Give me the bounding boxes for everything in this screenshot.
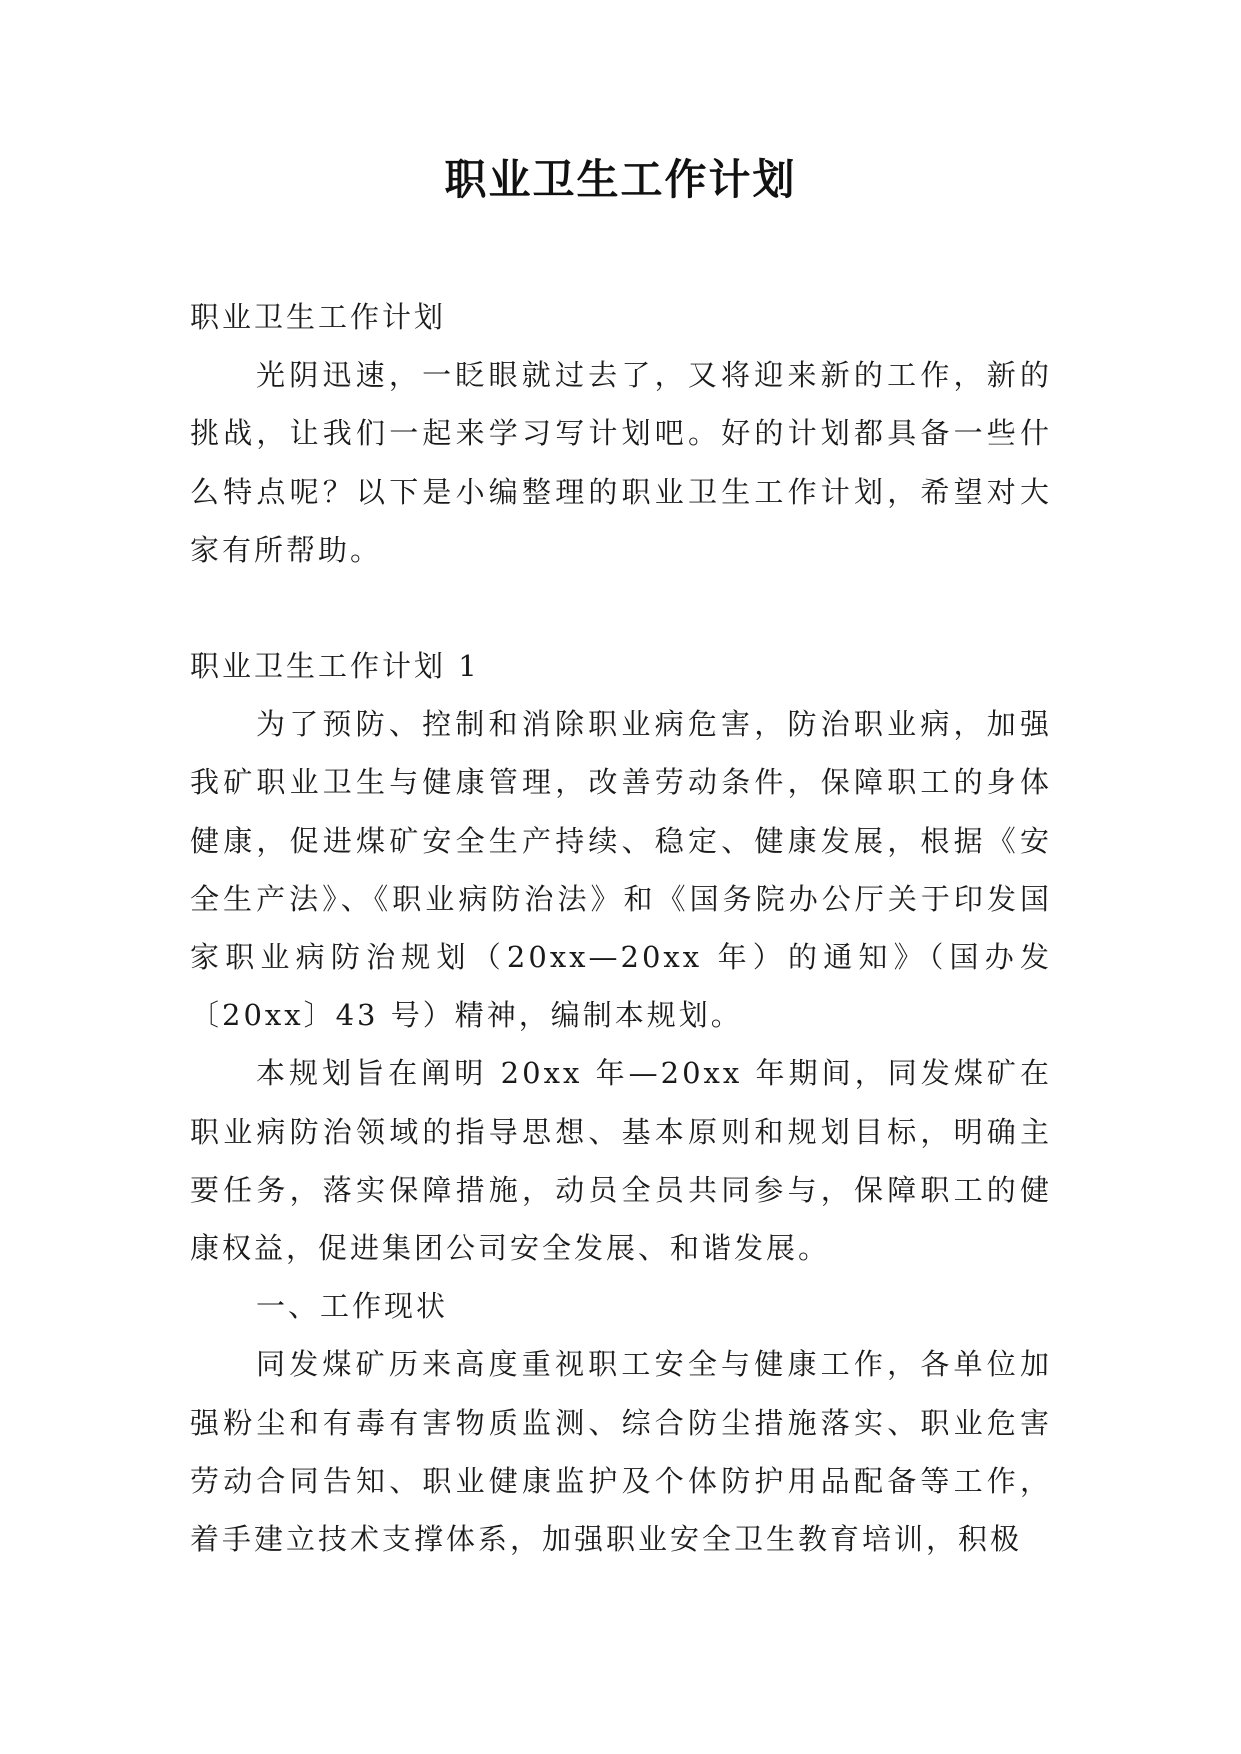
paragraph-2: 本规划旨在阐明 20xx 年—20xx 年期间，同发煤矿在职业病防治领域的指导思想、基本原则和规划目标，明确主要任务，落实保障措施，动员全员共同参与，保障职工的健康权益，促进集团公司安全发展、和谐发展。 [190, 1056, 1052, 1266]
subheading-work-status: 一、工作现状 [256, 1289, 449, 1324]
document-title: 职业卫生工作计划 [444, 155, 797, 204]
paragraph-1: 为了预防、控制和消除职业病危害，防治职业病，加强我矿职业卫生与健康管理，改善劳动条件，保障职工的身体健康，促进煤矿安全生产持续、稳定、健康发展，根据《安全生产法》、《职业病防治法》和《国务院办公厅关于印发国家职业病防治规划（20xx—20xx 年）的通知》（国办发〔20xx〕43 号）精神，编制本规划。 [190, 707, 1052, 1033]
paragraph-3: 同发煤矿历来高度重视职工安全与健康工作，各单位加强粉尘和有毒有害物质监测、综合防尘措施落实、职业危害劳动合同告知、职业健康监护及个体防护用品配备等工作，着手建立技术支撑体系，加强职业安全卫生教育培训，积极 [190, 1347, 1052, 1557]
section-heading-1: 职业卫生工作计划 1 [190, 649, 480, 684]
paragraph-spacer [190, 579, 1052, 637]
document-subtitle: 职业卫生工作计划 [190, 300, 447, 334]
intro-paragraph: 光阴迅速，一眨眼就过去了，又将迎来新的工作，新的挑战，让我们一起来学习写计划吧。好的计划都具备一些什么特点呢？以下是小编整理的职业卫生工作计划，希望对大家有所帮助。 [190, 358, 1052, 567]
document-body [190, 288, 1052, 1568]
